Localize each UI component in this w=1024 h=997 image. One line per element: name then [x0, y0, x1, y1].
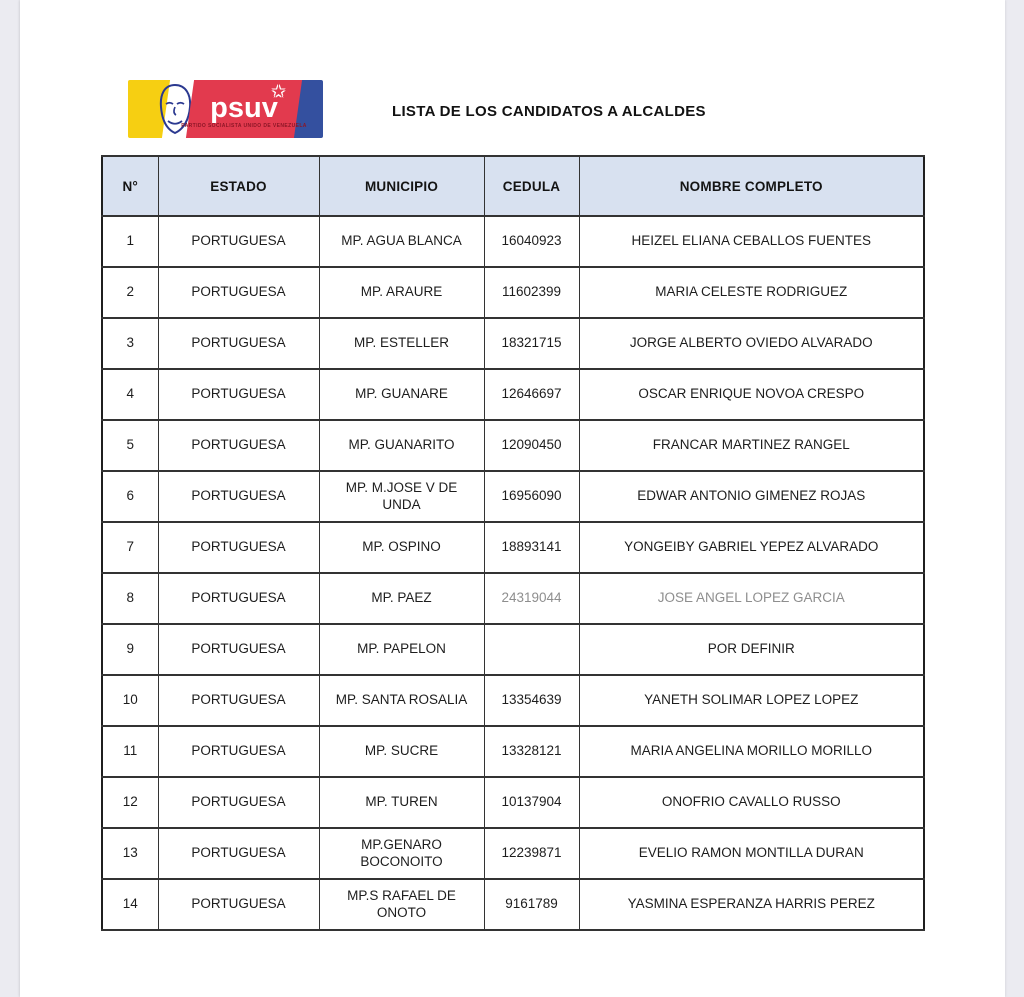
column-header-estado: ESTADO [158, 156, 319, 216]
column-header-numero: N° [102, 156, 158, 216]
cell-municipio: MP. SUCRE [319, 726, 484, 777]
table-row [102, 522, 924, 573]
cell-estado: PORTUGUESA [158, 828, 319, 879]
cell-municipio: MP. GUANARE [319, 369, 484, 420]
cell-cedula: 12090450 [484, 420, 579, 471]
cell-nombre: YANETH SOLIMAR LOPEZ LOPEZ [579, 675, 924, 726]
document-page [20, 0, 1005, 997]
cell-numero: 12 [102, 777, 158, 828]
cell-cedula: 24319044 [484, 573, 579, 624]
table-row [102, 318, 924, 369]
cell-cedula: 13354639 [484, 675, 579, 726]
cell-numero: 4 [102, 369, 158, 420]
cell-nombre: OSCAR ENRIQUE NOVOA CRESPO [579, 369, 924, 420]
candidates-table-container [101, 155, 923, 931]
cell-cedula: 9161789 [484, 879, 579, 930]
cell-estado: PORTUGUESA [158, 777, 319, 828]
table-row [102, 879, 924, 930]
cell-cedula: 11602399 [484, 267, 579, 318]
table-row [102, 573, 924, 624]
candidates-table [101, 155, 925, 931]
table-row [102, 420, 924, 471]
cell-numero: 7 [102, 522, 158, 573]
cell-estado: PORTUGUESA [158, 726, 319, 777]
cell-estado: PORTUGUESA [158, 573, 319, 624]
cell-cedula: 18321715 [484, 318, 579, 369]
table-row [102, 369, 924, 420]
column-header-cedula: CEDULA [484, 156, 579, 216]
cell-nombre: MARIA ANGELINA MORILLO MORILLO [579, 726, 924, 777]
cell-estado: PORTUGUESA [158, 879, 319, 930]
cell-cedula: 12646697 [484, 369, 579, 420]
column-header-municipio: MUNICIPIO [319, 156, 484, 216]
cell-municipio: MP. AGUA BLANCA [319, 216, 484, 267]
cell-cedula [484, 624, 579, 675]
cell-cedula: 10137904 [484, 777, 579, 828]
cell-numero: 14 [102, 879, 158, 930]
cell-municipio: MP. TUREN [319, 777, 484, 828]
cell-estado: PORTUGUESA [158, 522, 319, 573]
cell-municipio: MP. PAEZ [319, 573, 484, 624]
logo-subtext: PARTIDO SOCIALISTA UNIDO DE VENEZUELA [181, 123, 307, 130]
psuv-wordmark: psuv ★ [210, 82, 285, 124]
table-row [102, 216, 924, 267]
cell-numero: 8 [102, 573, 158, 624]
cell-estado: PORTUGUESA [158, 267, 319, 318]
column-header-nombre: NOMBRE COMPLETO [579, 156, 924, 216]
cell-estado: PORTUGUESA [158, 318, 319, 369]
cell-municipio: MP. ESTELLER [319, 318, 484, 369]
cell-municipio: MP.S RAFAEL DE ONOTO [319, 879, 484, 930]
table-row [102, 267, 924, 318]
cell-municipio: MP. M.JOSE V DE UNDA [319, 471, 484, 522]
cell-cedula: 18893141 [484, 522, 579, 573]
cell-municipio: MP. SANTA ROSALIA [319, 675, 484, 726]
cell-estado: PORTUGUESA [158, 624, 319, 675]
cell-estado: PORTUGUESA [158, 216, 319, 267]
cell-numero: 3 [102, 318, 158, 369]
table-row [102, 675, 924, 726]
cell-estado: PORTUGUESA [158, 471, 319, 522]
document-title: LISTA DE LOS CANDIDATOS A ALCALDES [392, 103, 706, 120]
cell-estado: PORTUGUESA [158, 420, 319, 471]
table-row [102, 828, 924, 879]
cell-numero: 13 [102, 828, 158, 879]
cell-municipio: MP. GUANARITO [319, 420, 484, 471]
cell-nombre: EVELIO RAMON MONTILLA DURAN [579, 828, 924, 879]
cell-cedula: 13328121 [484, 726, 579, 777]
table-row [102, 777, 924, 828]
cell-numero: 10 [102, 675, 158, 726]
table-header [102, 156, 924, 216]
cell-nombre: EDWAR ANTONIO GIMENEZ ROJAS [579, 471, 924, 522]
cell-estado: PORTUGUESA [158, 675, 319, 726]
cell-nombre: MARIA CELESTE RODRIGUEZ [579, 267, 924, 318]
cell-cedula: 12239871 [484, 828, 579, 879]
cell-nombre: HEIZEL ELIANA CEBALLOS FUENTES [579, 216, 924, 267]
cell-numero: 9 [102, 624, 158, 675]
cell-numero: 2 [102, 267, 158, 318]
cell-municipio: MP. PAPELON [319, 624, 484, 675]
psuv-logo [128, 80, 323, 138]
psuv-star-icon: ★ [272, 82, 285, 99]
cell-nombre: FRANCAR MARTINEZ RANGEL [579, 420, 924, 471]
cell-nombre: YASMINA ESPERANZA HARRIS PEREZ [579, 879, 924, 930]
cell-estado: PORTUGUESA [158, 369, 319, 420]
cell-municipio: MP. ARAURE [319, 267, 484, 318]
cell-nombre: POR DEFINIR [579, 624, 924, 675]
table-row [102, 726, 924, 777]
cell-cedula: 16956090 [484, 471, 579, 522]
cell-nombre: JOSE ANGEL LOPEZ GARCIA [579, 573, 924, 624]
cell-municipio: MP. OSPINO [319, 522, 484, 573]
cell-municipio: MP.GENARO BOCONOITO [319, 828, 484, 879]
table-row [102, 624, 924, 675]
cell-numero: 1 [102, 216, 158, 267]
logo-red-band [181, 80, 307, 138]
table-row [102, 471, 924, 522]
cell-nombre: JORGE ALBERTO OVIEDO ALVARADO [579, 318, 924, 369]
cell-nombre: YONGEIBY GABRIEL YEPEZ ALVARADO [579, 522, 924, 573]
cell-cedula: 16040923 [484, 216, 579, 267]
cell-numero: 6 [102, 471, 158, 522]
cell-numero: 11 [102, 726, 158, 777]
cell-numero: 5 [102, 420, 158, 471]
table-body [102, 216, 924, 930]
cell-nombre: ONOFRIO CAVALLO RUSSO [579, 777, 924, 828]
